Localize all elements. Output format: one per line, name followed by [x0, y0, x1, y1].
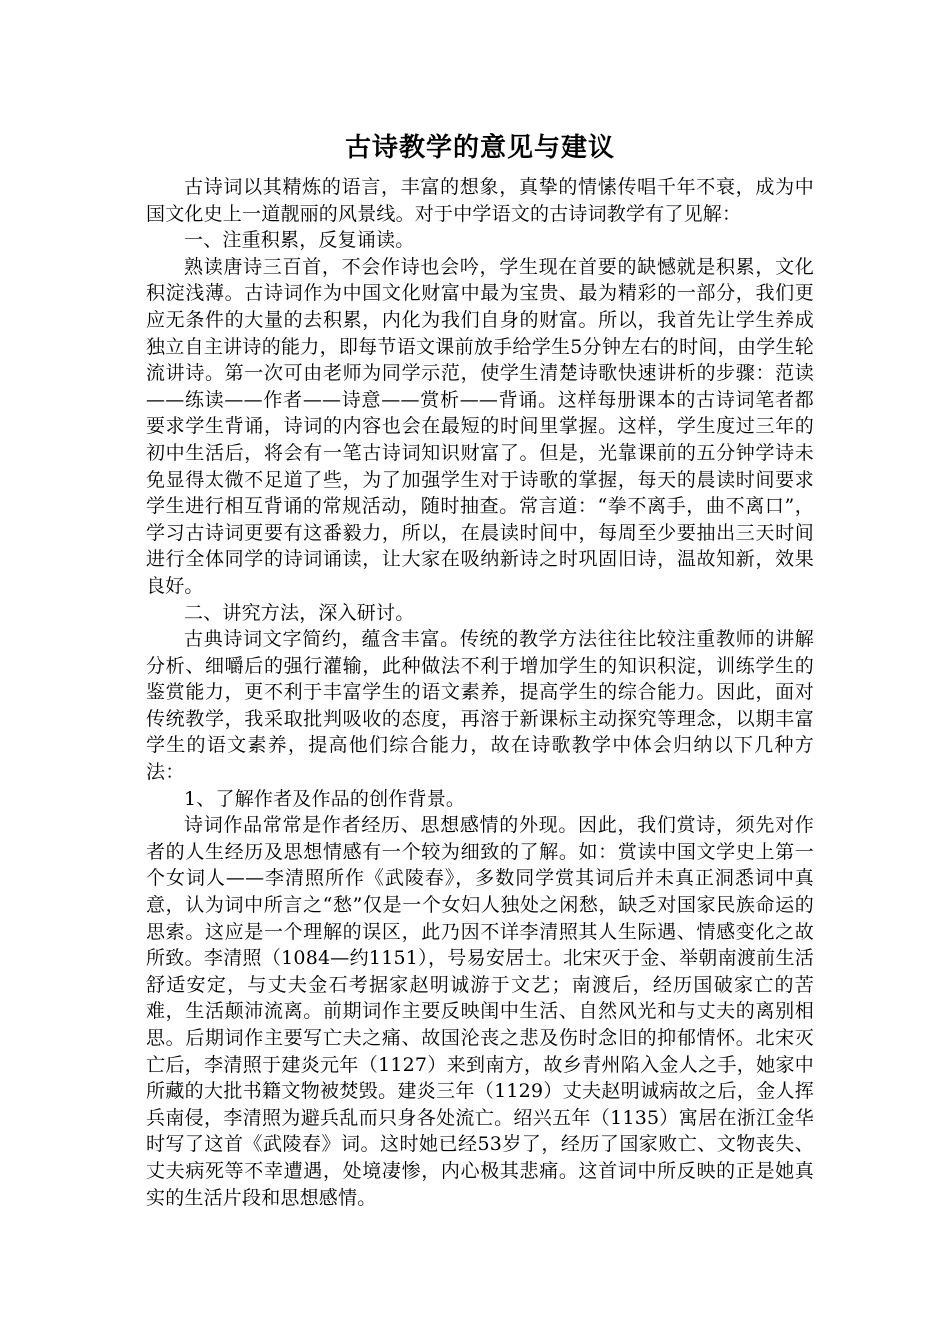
document-page [146, 128, 814, 1211]
section-heading-2: 二、讲究方法，深入研讨。 [184, 601, 415, 624]
subsection-1-paragraph: 诗词作品常常是作者经历、思想感情的外现。因此，我们赏诗，须先对作者的人生经历及思想情感有一个较为细致的了解。如：赏读中国文学史上第一个女词人——李清照所作《武陵春》，多数同学赏其词后并未真正洞悉词中真意，认为词中所言之“愁”仅是一个女妇人独处之闲愁，缺乏对国家民族命运的思索。这应是一个理解的误区，此乃因不详李清照其人生际遇、情感变化之故所致。李清照（1084—约1151），号易安居士。北宋灭于金、举朝南渡前生活舒适安定，与丈夫金石考据家赵明诚游于文艺；南渡后，经历国破家亡的苦难，生活颠沛流离。前期词作主要反映闺中生活、自然风光和与丈夫的离别相思。后期词作主要写亡夫之痛、故国沦丧之悲及伤时念旧的抑郁情怀。北宋灭亡后，李清照于建炎元年（1127）来到南方，故乡青州陷入金人之手，她家中所藏的大批书籍文物被焚毁。建炎三年（1129）丈夫赵明诚病故之后，金人挥兵南侵，李清照为避兵乱而只身各处流亡。绍兴五年（1135）寓居在浙江金华时写了这首《武陵春》词。这时她已经53岁了，经历了国家败亡、文物丧失、丈夫病死等不幸遭遇，处境凄惨，内心极其悲痛。这首词中所反映的正是她真实的生活片段和思想感情。 [146, 814, 814, 1209]
section-2-paragraph: 古典诗词文字简约，蕴含丰富。传统的教学方法往往比较注重教师的讲解分析、细嚼后的强行灌输，此种做法不利于增加学生的知识积淀，训练学生的鉴赏能力，更不利于丰富学生的语文素养，提高学生的综合能力。因此，面对传统教学，我采取批判吸收的态度，再溶于新课标主动探究等理念，以期丰富学生的语文素养，提高他们综合能力，故在诗歌教学中体会归纳以下几种方法： [146, 628, 814, 784]
section-1-paragraph: 熟读唐诗三百首，不会作诗也会吟，学生现在首要的缺憾就是积累，文化积淀浅薄。古诗词作为中国文化财富中最为宝贵、最为精彩的一部分，我们更应无条件的大量的去积累，内化为我们自身的财富。所以，我首先让学生养成独立自主讲诗的能力，即每节语文课前放手给学生5分钟左右的时间，由学生轮流讲诗。第一次可由老师为同学示范，使学生清楚诗歌快速讲析的步骤：范读——练读——作者——诗意——赏析——背诵。这样每册课本的古诗词笔者都要求学生背诵，诗词的内容也会在最短的时间里掌握。这样，学生度过三年的初中生活后，将会有一笔古诗词知识财富了。但是，光靠课前的五分钟学诗未免显得太微不足道了些，为了加强学生对于诗歌的掌握，每天的晨读时间要求学生进行相互背诵的常规活动，随时抽查。常言道：“拳不离手，曲不离口”，学习古诗词更要有这番毅力，所以，在晨读时间中，每周至少要抽出三天时间进行全体同学的诗词诵读，让大家在吸纳新诗之时巩固旧诗，温故知新，效果良好。 [146, 255, 814, 597]
subsection-heading-1: 1、了解作者及作品的创作背景。 [184, 787, 466, 810]
document-title: 古诗教学的意见与建议 [344, 133, 615, 163]
intro-paragraph: 古诗词以其精炼的语言，丰富的想象，真挚的情愫传唱千年不衰，成为中国文化史上一道靓丽的风景线。对于中学语文的古诗词教学有了见解： [146, 176, 814, 225]
section-heading-1: 一、注重积累，反复诵读。 [184, 229, 415, 252]
